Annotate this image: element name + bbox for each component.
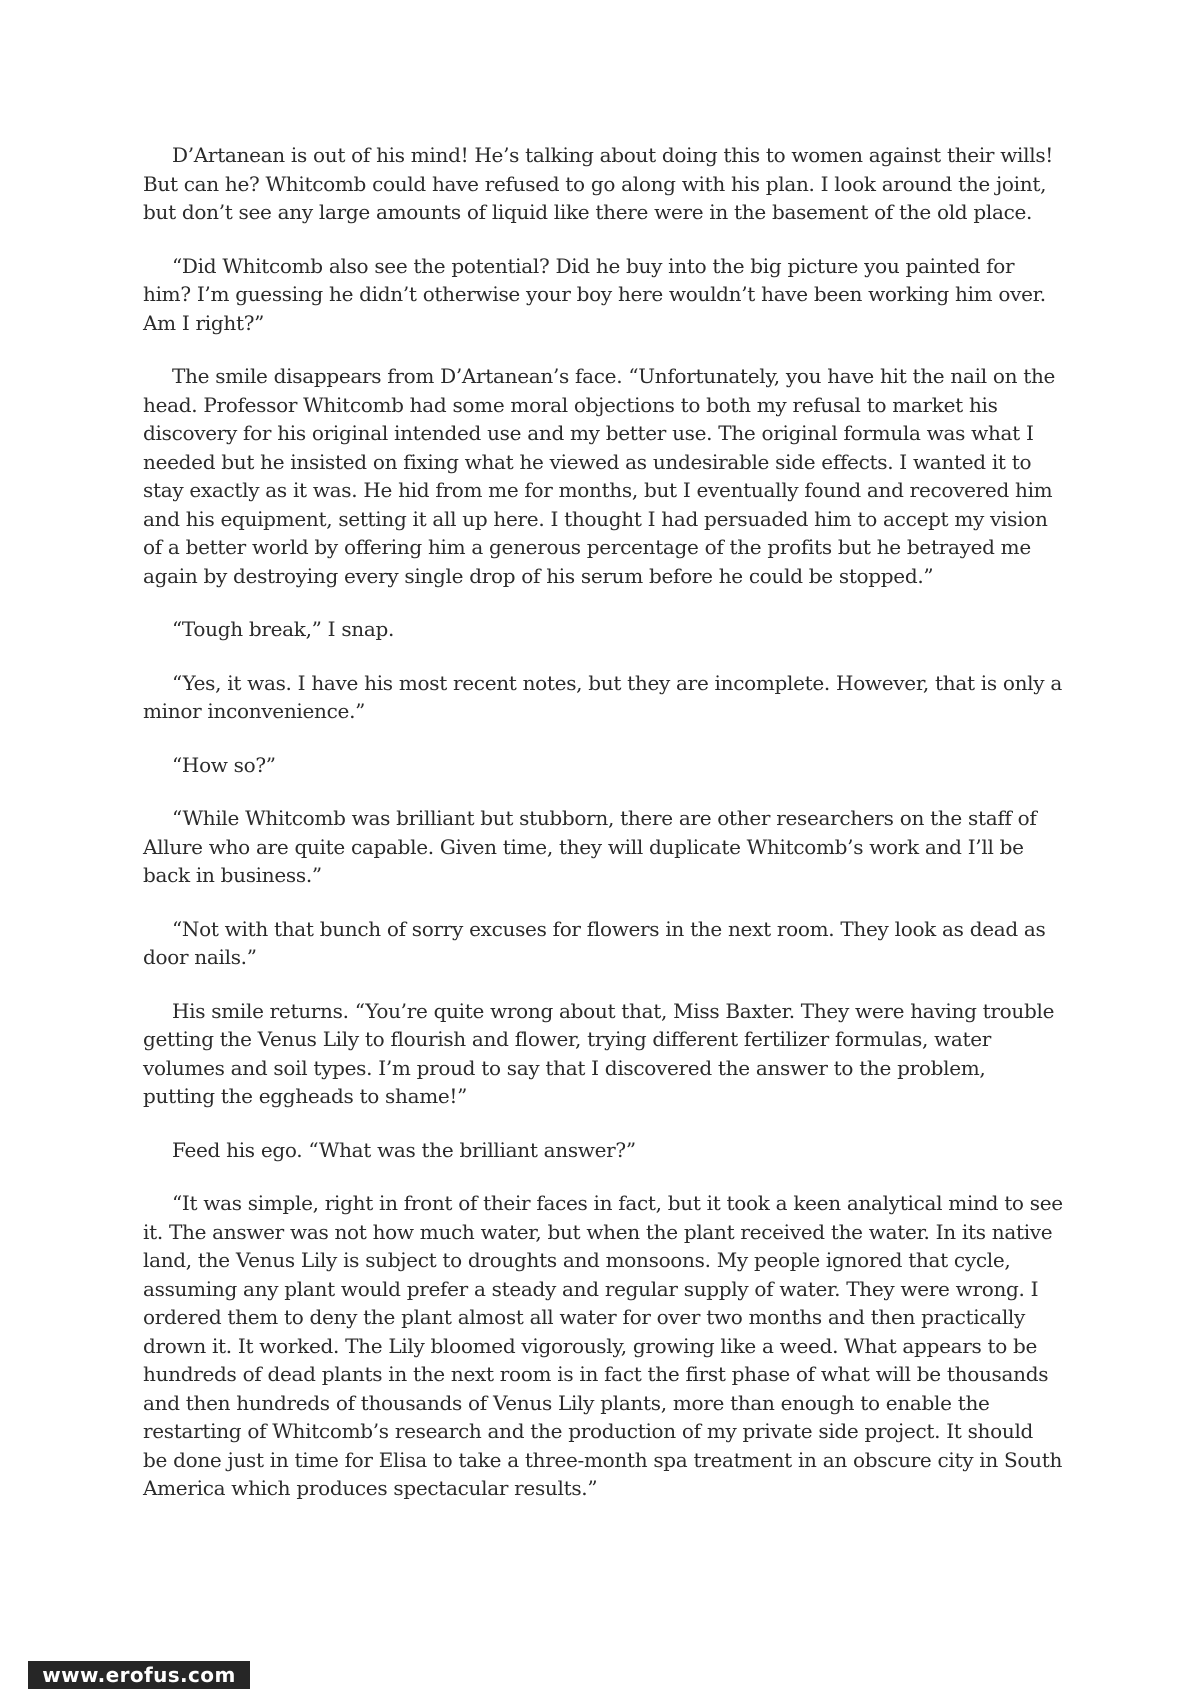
site-watermark: www.erofus.com bbox=[28, 1661, 250, 1689]
paragraph: “Did Whitcomb also see the potential? Did he buy into the big picture you painted for him? I’m guessing he didn’t otherwise your boy here wouldn’t have been working him over. Am I right?” bbox=[143, 253, 1046, 335]
paragraph: Feed his ego. “What was the brilliant answer?” bbox=[172, 1137, 636, 1162]
paragraph: “Not with that bunch of sorry excuses for flowers in the next room. They look as dead as door nails.” bbox=[143, 916, 1046, 969]
paragraph: “Yes, it was. I have his most recent notes, but they are incomplete. However, that is only a minor inconvenience.” bbox=[143, 670, 1062, 723]
paragraph: D’Artanean is out of his mind! He’s talking about doing this to women against their wills! But can he? Whitcomb could have refused to go along with his plan. I look around the joint, but don’t see any large amounts of liquid like there were in the basement of the old place. bbox=[143, 143, 1054, 224]
paragraph: “It was simple, right in front of their faces in fact, but it took a keen analytical mind to see it. The answer was not how much water, but when the plant received the water. In its native land, the Venus Lily is subject to droughts and monsoons. My people ignored that cycle, assuming any plant would prefer a steady and regular supply of water. They were wrong. I ordered them to deny the plant almost all water for over two months and then practically drown it. It worked. The Lily bloomed vigorously, growing like a weed. What appears to be hundreds of dead plants in the next room is in fact the first phase of what will be thousands and then hundreds of thousands of Venus Lily plants, more than enough to enable the restarting of Whitcomb’s research and the production of my private side project. It should be done just in time for Elisa to take a three-month spa treatment in an obscure city in South America which produces spectacular results.” bbox=[143, 1191, 1063, 1500]
paragraph: His smile returns. “You’re quite wrong about that, Miss Baxter. They were having trouble getting the Venus Lily to flourish and flower, trying different fertilizer formulas, water volumes and soil types. I’m proud to say that I discovered the answer to the problem, putting the eggheads to shame!” bbox=[143, 998, 1055, 1108]
paragraph: “How so?” bbox=[172, 752, 276, 777]
text-body bbox=[143, 141, 1063, 1528]
paragraph: “Tough break,” I snap. bbox=[172, 617, 395, 641]
paragraph: The smile disappears from D’Artanean’s face. “Unfortunately, you have hit the nail on the head. Professor Whitcomb had some moral objections to both my refusal to market his discovery for his original intended use and my better use. The original formula was what I needed but he insisted on fixing what he viewed as undesirable side effects. I wanted it to stay exactly as it was. He hid from me for months, but I eventually found and recovered him and his equipment, setting it all up here. I thought I had persuaded him to accept my vision of a better world by offering him a generous percentage of the profits but he betrayed me again by destroying every single drop of his serum before he could be stopped.” bbox=[143, 364, 1056, 588]
paragraph: “While Whitcomb was brilliant but stubborn, there are other researchers on the staff of Allure who are quite capable. Given time, they will duplicate Whitcomb’s work and I’ll be back in business.” bbox=[143, 806, 1037, 887]
